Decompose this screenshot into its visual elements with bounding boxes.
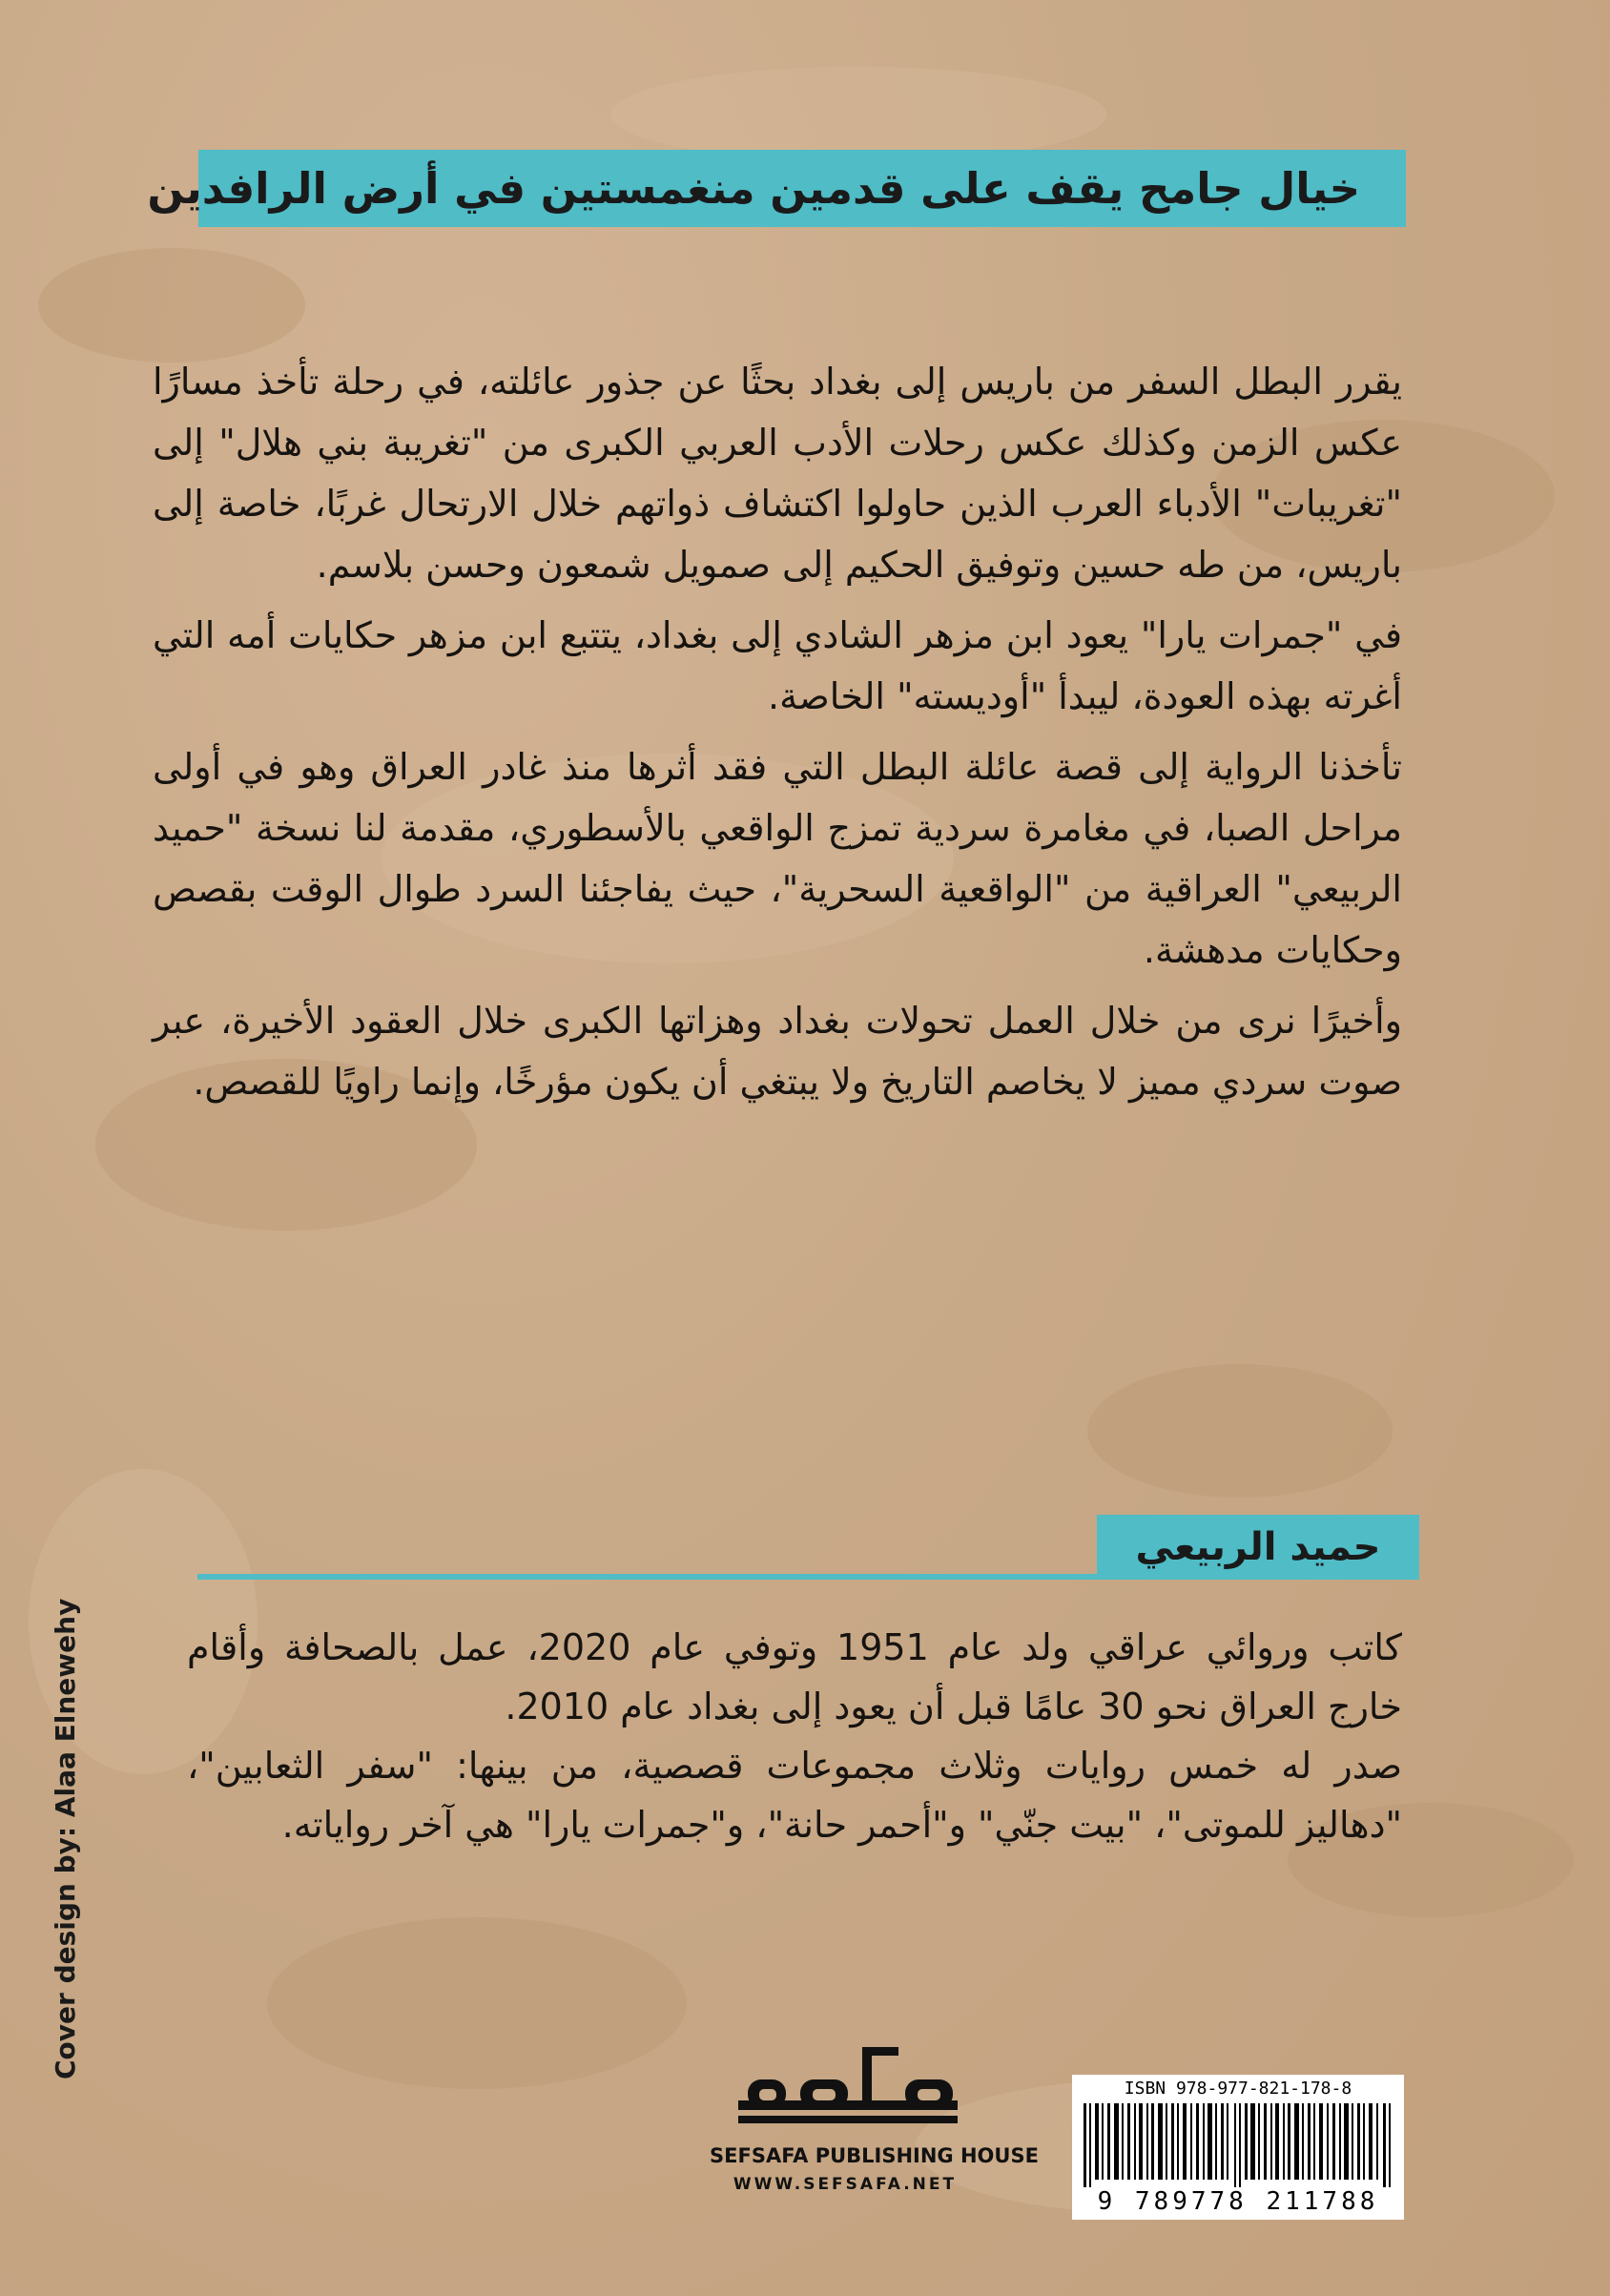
tagline-text: خيال جامح يقف على قدمين منغمستين في أرض الرافدين: [147, 163, 1360, 214]
author-divider: [197, 1574, 1419, 1580]
publisher-name: SEFSAFA PUBLISHING HOUSE: [710, 2144, 1039, 2167]
tagline-banner: [147, 150, 1406, 227]
blurb-paragraph: يقرر البطل السفر من باريس إلى بغداد بحثًا عن جذور عائلته، في رحلة تأخذ مسارًا عكس الزمن وكذلك عكس رحلات الأدب العربي الكبرى من "تغريبة بني هلال" إلى "تغريبات" الأدباء العرب الذين حاولوا اكتشاف ذواتهم خلال الارتحال غربًا، خاصة إلى باريس، من طه حسين وتوفيق الحكيم إلى صمويل شمعون وحسن بلاسم.: [153, 361, 1402, 586]
book-blurb: [153, 351, 1402, 1122]
isbn-digits: 9 789778 211788: [1097, 2187, 1379, 2216]
blurb-paragraph: تأخذنا الرواية إلى قصة عائلة البطل التي فقد أثرها منذ غادر العراق وهو في أولى مراحل الصبا، في مغامرة سردية تمزج الواقعي بالأسطوري، مقدمة لنا نسخة "حميد الربيعي" العراقية من "الواقعية السحرية"، حيث يفاجئنا السرد طوال الوقت بقصص وحكايات مدهشة.: [153, 746, 1402, 971]
bio-paragraph: كاتب وروائي عراقي ولد عام 1951 وتوفي عام 2020، عمل بالصحافة وأقام خارج العراق نحو 30 عامًا قبل أن يعود إلى بغداد عام 2010.: [187, 1626, 1402, 1727]
barcode-bars-icon: [1082, 2103, 1394, 2187]
blurb-paragraph: في "جمرات يارا" يعود ابن مزهر الشادي إلى بغداد، يتتبع ابن مزهر حكايات أمه التي أغرته بهذه العودة، ليبدأ "أوديسته" الخاصة.: [153, 614, 1402, 717]
blurb-paragraph: وأخيرًا نرى من خلال العمل تحولات بغداد وهزاتها الكبرى خلال العقود الأخيرة، عبر صوت سردي مميز لا يخاصم التاريخ ولا يبتغي أن يكون مؤرخًا، وإنما راويًا للقصص.: [153, 1000, 1402, 1103]
author-bio: [187, 1618, 1402, 1854]
author-name-tag: [1097, 1515, 1419, 1580]
bio-paragraph: صدر له خمس روايات وثلاث مجموعات قصصية، من بينها: "سفر الثعابين"، "دهاليز للموتى"، "بيت جنّي" و"أحمر حانة"، و"جمرات يارا" هي آخر رواياته.: [187, 1745, 1402, 1846]
publisher-logo: [710, 2041, 1039, 2213]
author-name: حميد الربيعي: [1135, 1525, 1381, 1569]
cover-design-credit: Cover design by: Alaa Elnewehy: [50, 1598, 81, 2079]
sefsafa-logo-icon: [719, 2041, 971, 2146]
isbn-label: ISBN 978-977-821-178-8: [1124, 2079, 1352, 2099]
publisher-url: WWW.SEFSAFA.NET: [733, 2175, 958, 2194]
isbn-barcode: [1072, 2075, 1404, 2220]
